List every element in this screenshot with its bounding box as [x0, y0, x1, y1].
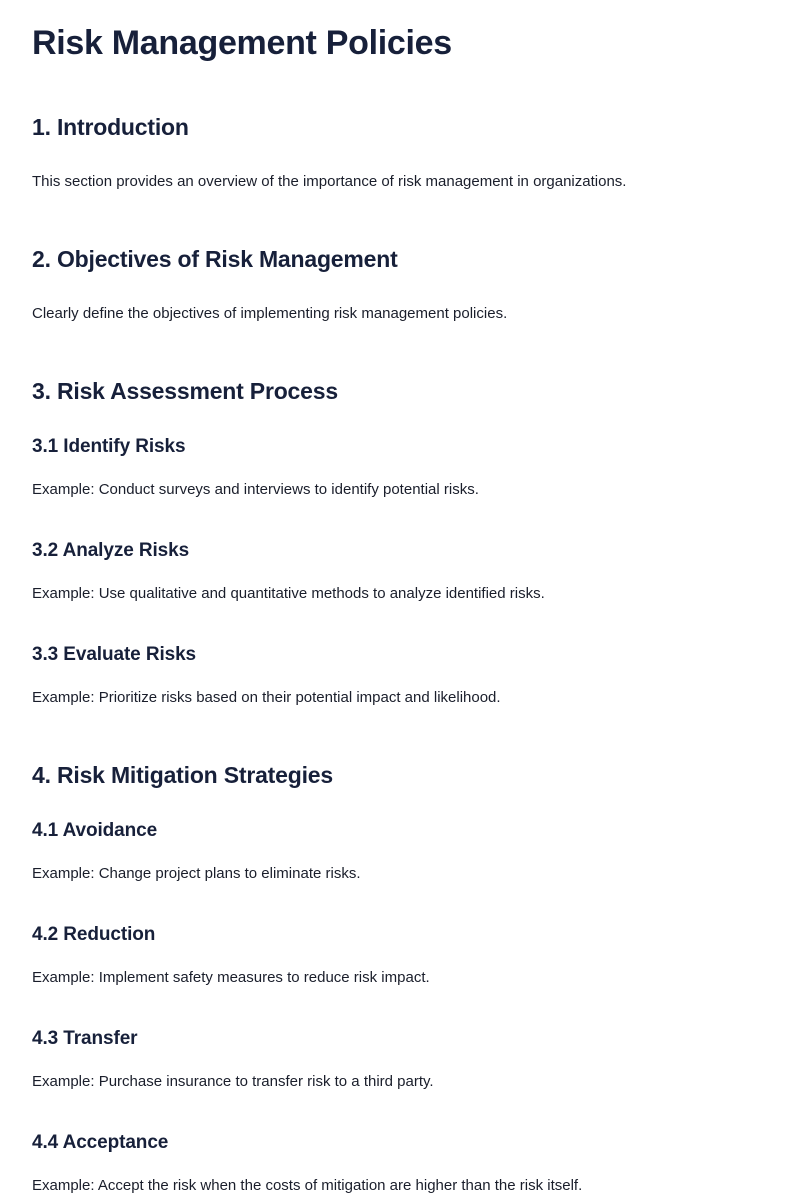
subsection-heading-avoidance: 4.1 Avoidance [32, 820, 158, 841]
page-title: Risk Management Policies [32, 24, 452, 62]
subsection-text-acceptance: Example: Accept the risk when the costs of mitigation are higher than the risk itself. [32, 1177, 583, 1194]
section-heading-objectives: 2. Objectives of Risk Management [32, 246, 398, 272]
subsection-heading-evaluate-risks: 3.3 Evaluate Risks [32, 644, 197, 665]
subsection-heading-reduction: 4.2 Reduction [32, 924, 156, 945]
subsection-text-reduction: Example: Implement safety measures to reduce risk impact. [32, 969, 430, 986]
section-heading-introduction: 1. Introduction [32, 114, 189, 140]
section-heading-risk-assessment: 3. Risk Assessment Process [32, 378, 338, 404]
subsection-text-evaluate-risks: Example: Prioritize risks based on their potential impact and likelihood. [32, 689, 501, 706]
subsection-heading-transfer: 4.3 Transfer [32, 1028, 138, 1049]
subsection-heading-analyze-risks: 3.2 Analyze Risks [32, 540, 190, 561]
section-heading-risk-mitigation: 4. Risk Mitigation Strategies [32, 762, 333, 788]
subsection-text-transfer: Example: Purchase insurance to transfer risk to a third party. [32, 1073, 434, 1090]
section-text-introduction: This section provides an overview of the importance of risk management in organizations. [32, 173, 627, 190]
subsection-text-analyze-risks: Example: Use qualitative and quantitative methods to analyze identified risks. [32, 585, 545, 602]
subsection-heading-acceptance: 4.4 Acceptance [32, 1132, 169, 1153]
subsection-text-identify-risks: Example: Conduct surveys and interviews to identify potential risks. [32, 481, 479, 498]
section-text-objectives: Clearly define the objectives of implementing risk management policies. [32, 305, 508, 322]
subsection-text-avoidance: Example: Change project plans to eliminate risks. [32, 865, 361, 882]
subsection-heading-identify-risks: 3.1 Identify Risks [32, 436, 186, 457]
